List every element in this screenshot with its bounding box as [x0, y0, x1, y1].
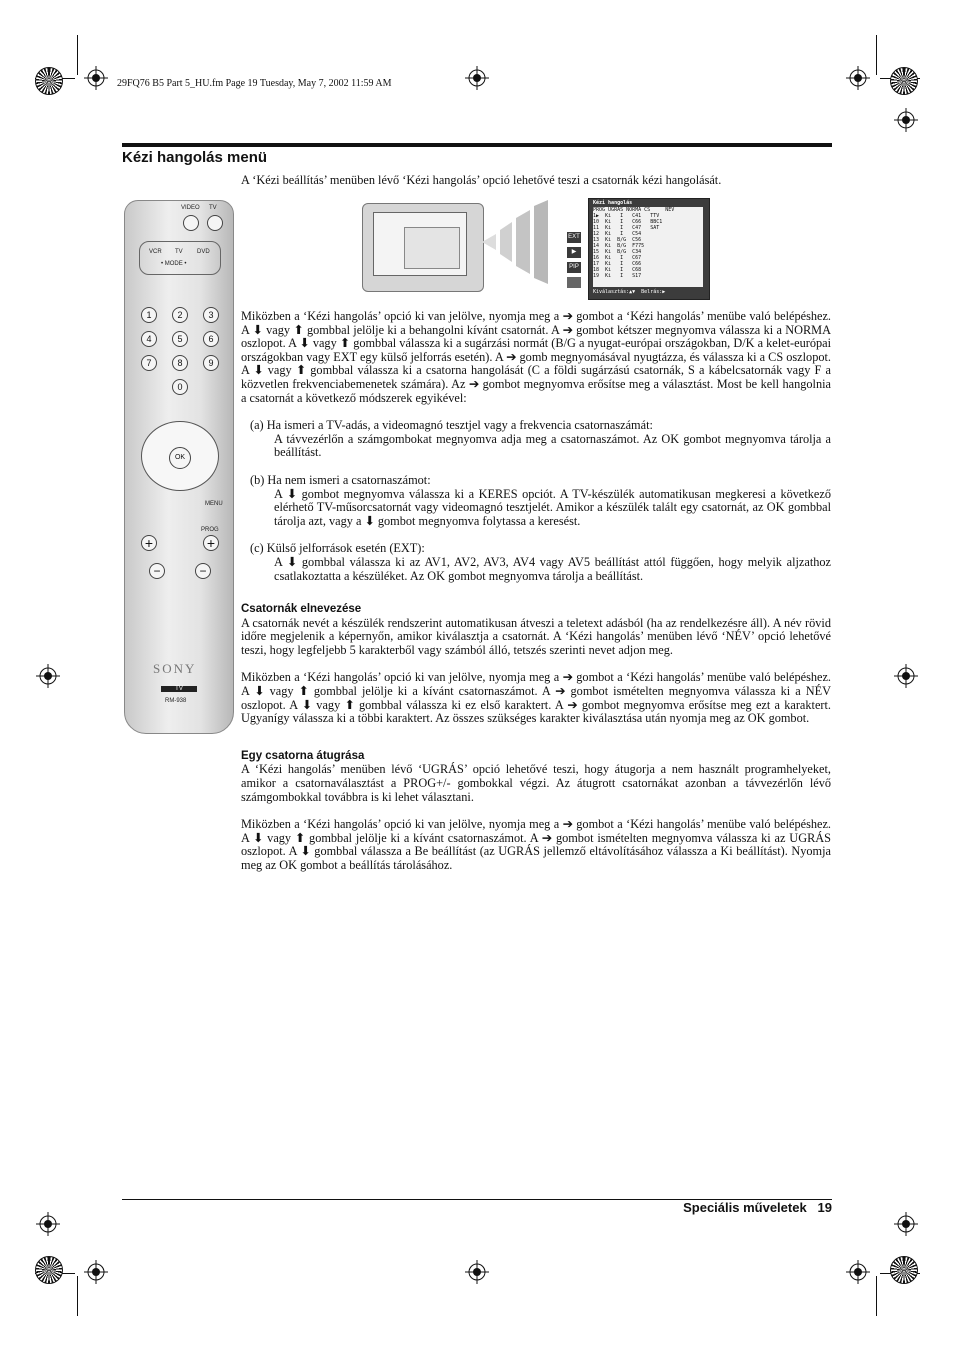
zoom-beam-graphic: [482, 200, 550, 284]
list-item-b-body: A ⬇ gombot megnyomva válassza ki a KERES opciót. A TV-készülék automatikusan megkeresi a következő elérhető TV-műsorcsatornát vagy videomagnó tesztjelét. Amikor a készülék talált egy csatornát, az OK gombbal tárolja azt, vagy a ⬇ gombot megnyomva folytassa a keresést.: [274, 486, 831, 528]
menu-row: 19 Ki I S17: [593, 273, 642, 279]
registration-rosette-icon: [35, 1256, 63, 1284]
model-label: RM-938: [165, 698, 187, 704]
ok-button: OK: [169, 447, 191, 469]
settings-icon: [567, 277, 581, 288]
menu-row: 14 Ki B/G F775: [593, 243, 645, 249]
paragraph: Miközben a ‘Kézi hangolás’ opció ki van jelölve, nyomja meg a ➔ gombot a ‘Kézi hangolás’ menübe való belépéshez. A ⬇ vagy ⬆ gombbal jelölje ki a behangolni kívánt csatornát. A ➔ gombot kétszer megnyomva válassza ki a NORMA oszlopot. A ⬇ vagy ⬆ gombbal válassza ki a sugárzási normát (B/G a nyugat-európai országokban, D/K a kelet-európai országokban vagy EXT egy külső jelforrás esetén). A ➔ gomb megnyomásával nyugtázza, és válassza ki a CS oszlopot. A ⬇ vagy ⬆ gombbal válassza ki a csatorna hangolását (C a földi sugárzású csatornák, S a kábelcsatornák vagy F a közvetlen frekvenciabemenetek számára). Az ➔ gombot megnyomva erősítse meg a választást. Most be kell hangolnia a csatornát a következő módszerek egyikével:: [241, 309, 831, 405]
main-body: [241, 310, 831, 873]
title-rule: [122, 143, 832, 147]
volume-minus-button: −: [149, 563, 165, 579]
digit-1-button: 1: [141, 307, 157, 323]
registration-target-icon: [894, 108, 918, 132]
registration-target-icon: [846, 66, 870, 90]
menu-title: Kézi hangolás: [593, 200, 633, 206]
list-item-b-heading: (b) Ha nem ismeri a csatornaszámot:: [250, 472, 431, 487]
prog-plus-button: +: [203, 535, 219, 551]
menu-row: 13 Ki B/G C56: [593, 237, 642, 243]
crop-mark: [77, 35, 78, 75]
menu-row: 1▶ Ki I C41 TTV: [593, 213, 660, 219]
page-footer: [560, 1200, 832, 1215]
page-title: Kézi hangolás menü: [122, 149, 268, 166]
paragraph: A csatornák nevét a készülék rendszerint automatikusan átveszi a teletext adásból (ha az rendelkezésre áll). A név rövid időre megjelenik a képernyőn, amikor kiválasztja a csatornát. A ‘Kézi hangolás’ menüben lévő ‘NÉV’ opció lehetővé teszi, hogy legfeljebb 5 karakterből vagy számból álló, tetszés szerinti nevet adjon meg.: [241, 615, 831, 657]
crop-mark: [77, 1276, 78, 1316]
registration-target-icon: [84, 66, 108, 90]
registration-target-icon: [84, 1260, 108, 1284]
digit-3-button: 3: [203, 307, 219, 323]
menu-label: MENU: [205, 501, 223, 507]
page-number: 19: [817, 1200, 832, 1215]
play-icon: ▶: [567, 247, 581, 258]
digit-4-button: 4: [141, 331, 157, 347]
digit-9-button: 9: [203, 355, 219, 371]
list-item-c-heading: (c) Külső jelforrások esetén (EXT):: [250, 541, 425, 556]
menu-row: 15 Ki B/G C34: [593, 249, 642, 255]
registration-target-icon: [36, 1212, 60, 1236]
menu-footer: Kiválasztás:▲▼ Belrás:▶: [593, 289, 666, 295]
footer-section-title: Speciális műveletek: [683, 1200, 807, 1215]
registration-target-icon: [846, 1260, 870, 1284]
tv-illustration: [362, 203, 484, 292]
vcr-label: VCR: [149, 249, 162, 255]
menu-columns: PROG UGRÁS NORMA CS NÉV: [593, 207, 675, 213]
pip-icon: PIP: [567, 262, 581, 273]
tv-power-button: [207, 215, 223, 231]
video-label: VIDEO: [181, 205, 200, 211]
registration-target-icon: [894, 1212, 918, 1236]
paragraph: A ‘Kézi hangolás’ menüben lévő ‘UGRÁS’ opció lehetővé teszi, hogy átugorja a nem használt programhelyeket, amikor a csatornaválasztást a PROG+/- gombokkal végzi. Az átugrott csatornákat azonban a távvezérlőn lévő számgombokkal továbbra is ki lehet választani.: [241, 762, 831, 804]
registration-rosette-icon: [35, 67, 63, 95]
menu-row: 16 Ki I C67: [593, 255, 642, 261]
menu-row: 12 Ki I C54: [593, 231, 642, 237]
tv-mode-label: TV: [175, 249, 183, 255]
digit-5-button: 5: [172, 331, 188, 347]
video-power-button: [183, 215, 199, 231]
volume-plus-button: +: [141, 535, 157, 551]
list-item-a-heading: (a) Ha ismeri a TV-adás, a videomagnó tesztjel vagy a frekvencia csatornaszámát:: [250, 418, 653, 433]
prog-label: PROG: [201, 527, 219, 533]
digit-0-button: 0: [172, 379, 188, 395]
registration-rosette-icon: [890, 67, 918, 95]
digit-2-button: 2: [172, 307, 188, 323]
mode-label: • MODE •: [161, 261, 187, 267]
menu-row: 11 Ki I C47 SAT: [593, 225, 660, 231]
crop-mark: [876, 35, 877, 75]
registration-rosette-icon: [890, 1256, 918, 1284]
registration-target-icon: [36, 664, 60, 688]
digit-8-button: 8: [172, 355, 188, 371]
list-item-c-body: A ⬇ gombbal válassza ki az AV1, AV2, AV3, AV4 vagy AV5 beállítást attól függően, hogy melyik aljzathoz csatlakoztatta a készüléket. Az OK gombot megnyomva tárolja a beállítást.: [274, 554, 831, 583]
crop-mark: [876, 1276, 877, 1316]
subheading-channel-naming: Csatornák elnevezése: [241, 603, 362, 616]
brand-logo: SONY: [153, 661, 197, 676]
registration-target-icon: [894, 664, 918, 688]
paragraph: Miközben a ‘Kézi hangolás’ opció ki van jelölve, nyomja meg a ➔ gombot a ‘Kézi hangolás’ menübe való belépéshez. A ⬇ vagy ⬆ gombbal jelölje ki a kívánt csatornaszámot. A ➔ gombot ismételten megnyomva válassza ki az UGRÁS oszlopot. A ⬇ gombbal válassza a Be beállítást (az UGRÁS jellemző eltávolításához válassza a Ki beállítást). Nyomja meg az OK gombot a beállítás tárolásához.: [241, 817, 831, 872]
digit-7-button: 7: [141, 355, 157, 371]
digit-6-button: 6: [203, 331, 219, 347]
subheading-channel-skip: Egy csatorna átugrása: [241, 749, 365, 762]
dvd-label: DVD: [197, 249, 210, 255]
manual-tuning-menu-screen: [588, 198, 710, 300]
registration-target-icon: [465, 1260, 489, 1284]
list-item-a-body: A távvezérlőn a számgombokat megnyomva adja meg a csatornaszámot. Az OK gombot megnyomva tárolja a beállítást.: [274, 431, 831, 460]
menu-row: 10 Ki I C66 BBC1: [593, 219, 663, 225]
tv-badge: TV: [161, 686, 197, 692]
registration-target-icon: [465, 66, 489, 90]
paragraph: Miközben a ‘Kézi hangolás’ opció ki van jelölve, nyomja meg a ➔ gombot a ‘Kézi hangolás’ menübe való belépéshez. A ⬇ vagy ⬆ gombbal jelölje ki a kívánt csatornaszámot. A ➔ gombot ismételten megnyomva válassza ki a NÉV oszlopot. A ⬇ vagy ⬆ gombbal válassza ki ez első karaktert. A ➔ gombot megnyomva erősítse meg ezt a karaktert. Ugyanígy válassza ki a többi karaktert. Az összes szükséges karakter kiválasztása után nyomja meg az OK gombot.: [241, 670, 831, 726]
menu-row: 17 Ki I C66: [593, 261, 642, 267]
tv-label: TV: [209, 205, 217, 211]
prog-minus-button: −: [195, 563, 211, 579]
remote-control-illustration: [124, 200, 234, 734]
ext-icon: EXT: [567, 232, 581, 243]
file-info-header: 29FQ76 B5 Part 5_HU.fm Page 19 Tuesday, May 7, 2002 11:59 AM: [117, 78, 392, 89]
menu-row: 18 Ki I C68: [593, 267, 642, 273]
intro-text: A ‘Kézi beállítás’ menüben lévő ‘Kézi hangolás’ opció lehetővé teszi a csatornák kézi hangolását.: [241, 173, 722, 187]
